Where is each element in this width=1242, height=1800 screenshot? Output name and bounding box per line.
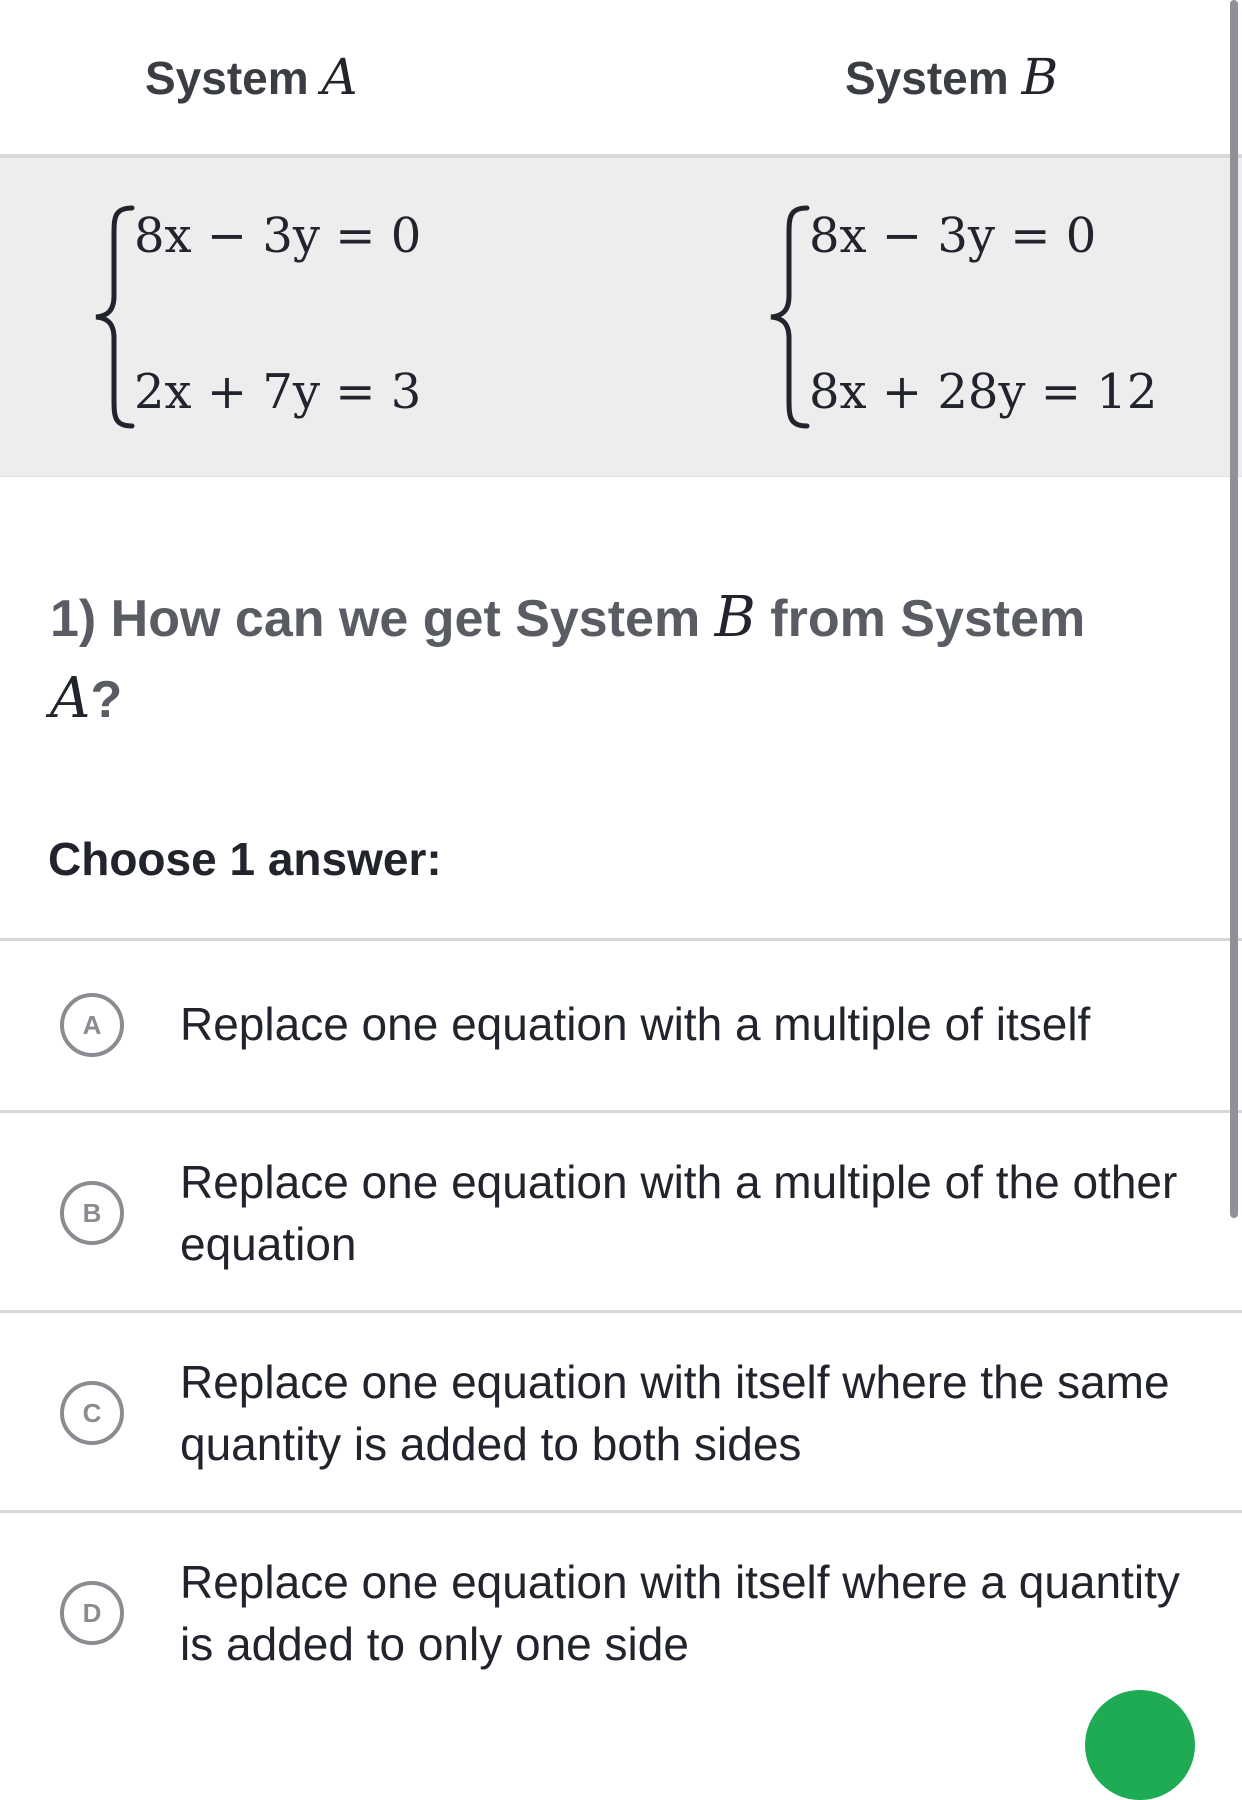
question-middle: from System xyxy=(755,590,1086,648)
choice-d[interactable] xyxy=(0,1510,1242,1720)
systems-table-body xyxy=(0,158,1242,477)
system-b-header-var: B xyxy=(1021,48,1059,106)
system-b-equations xyxy=(767,158,1187,476)
system-b-equation-2: 8x + 28y = 12 xyxy=(809,364,1158,420)
choice-a[interactable] xyxy=(0,938,1242,1110)
question-suffix: ? xyxy=(90,671,123,729)
system-b-header-label: System xyxy=(845,52,1009,104)
question-prefix: 1) How can we get System xyxy=(50,590,715,648)
system-a-header-var: A xyxy=(321,48,358,106)
question-var-a: A xyxy=(50,666,91,731)
choice-b-letter-circle: B xyxy=(60,1181,124,1245)
choice-c[interactable] xyxy=(0,1310,1242,1510)
system-a-equation-2: 2x + 7y = 3 xyxy=(134,364,422,420)
systems-table-header xyxy=(0,0,1242,158)
choice-c-text: Replace one equation with itself where the same quantity is added to both sides xyxy=(180,1356,1170,1470)
choose-answer-label: Choose 1 answer: xyxy=(48,833,442,885)
answer-choices xyxy=(0,938,1242,1720)
system-b-header xyxy=(845,48,1058,106)
choice-a-letter-circle: A xyxy=(60,993,124,1057)
left-brace-icon xyxy=(767,204,813,430)
system-a-header-label: System xyxy=(145,52,309,104)
choice-d-letter-circle: D xyxy=(60,1581,124,1645)
choice-a-text: Replace one equation with a multiple of itself xyxy=(180,998,1091,1050)
system-a-equation-1: 8x − 3y = 0 xyxy=(134,208,422,264)
question-var-b: B xyxy=(714,585,756,650)
choice-b[interactable] xyxy=(0,1110,1242,1310)
floating-action-button[interactable] xyxy=(1085,1690,1195,1800)
question-prompt xyxy=(50,578,1200,740)
system-a-equations xyxy=(92,158,612,476)
scrollbar[interactable] xyxy=(1228,0,1242,1709)
choice-c-letter-circle: C xyxy=(60,1381,124,1445)
scrollbar-thumb[interactable] xyxy=(1230,0,1238,1218)
system-a-header xyxy=(145,48,358,106)
system-b-equation-1: 8x − 3y = 0 xyxy=(809,208,1097,264)
choice-d-text: Replace one equation with itself where a quantity is added to only one side xyxy=(180,1556,1180,1670)
left-brace-icon xyxy=(92,204,138,430)
choice-b-text: Replace one equation with a multiple of the other equation xyxy=(180,1156,1178,1270)
